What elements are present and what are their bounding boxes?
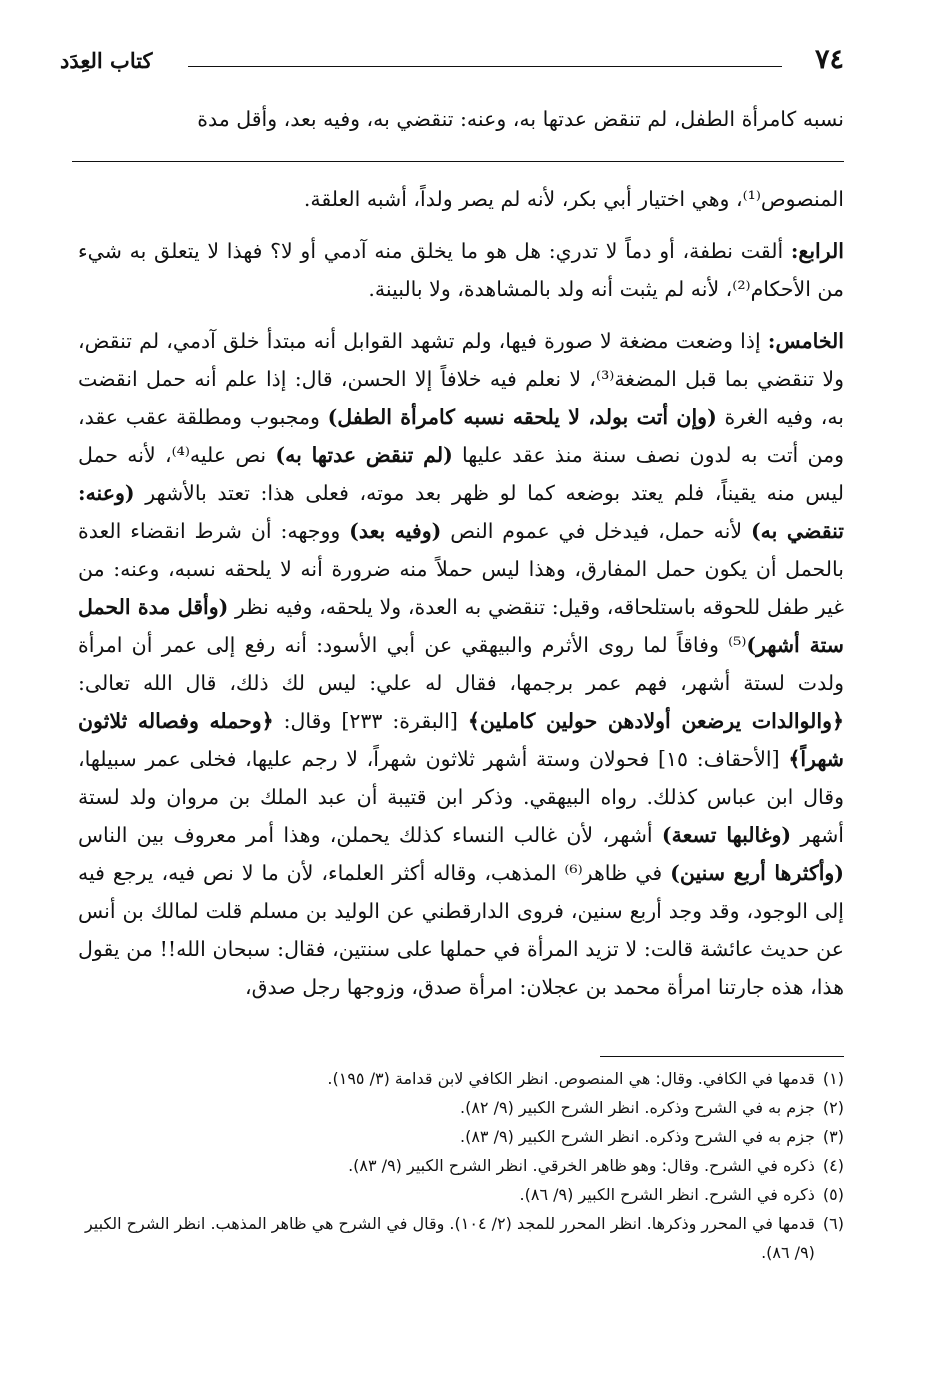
p3-s6: ⁽⁵⁾ وفاقاً لما روى الأثرم والبيهقي عن أبي الأسود: أنه رفع إلى عمر أن امرأة ولدت لستة أشهر، فهم عمر برجمها، فقال له علي: ليس لك ذلك، قال الله تعالى: <box>78 633 844 695</box>
p3-b7: ﴿وحمله وفصاله ثلاثون شهراً﴾ <box>78 709 844 771</box>
matn-separator <box>72 161 844 162</box>
p3-s3: نص عليه⁽⁴⁾، لأنه حمل ليس منه يقيناً، فلم يعتد بوضعه كما لو ظهر بعد موته، فعلى هذا: تعتد بالأشهر <box>78 443 844 505</box>
page-number: ٧٤ <box>814 44 844 75</box>
footnote-text: قدمها في المحرر وذكرها. انظر المحرر للمجد (٢/ ١٠٤). وقال في الشرح هي ظاهر المذهب. انظر الشرح الكبير (٩/ ٨٦). <box>84 1214 815 1262</box>
footnote-text: ذكره في الشرح. وقال: وهو ظاهر الخرقي. انظر الشرح الكبير (٩/ ٨٣). <box>348 1156 815 1175</box>
footnotes <box>78 1064 844 1267</box>
running-title: كتاب العِدَد <box>60 48 153 73</box>
p3-b6: ﴿والوالدات يرضعن أولادهن حولين كاملين﴾ <box>467 709 844 733</box>
p3-s2: ومجبوب ومطلقة عقب عقد، ومن أتت به لدون نصف سنة منذ عقد عليها <box>78 405 844 467</box>
commentary <box>78 180 844 1006</box>
p3-s10: في ظاهر⁽⁶⁾ المذهب، وقاله أكثر العلماء، لأن ما لا نص فيه، يرجع فيه إلى الوجود، وقد وجد أربع سنين، فروى الدارقطني عن الوليد بن مسلم قلت لمالك بن أنس عن حديث عائشة قالت: لا تزيد المرأة في حملها على سنتين، فقال: سبحان الله!! من يقول هذا، هذه جارتنا امرأة محمد بن عجلان: امرأة صدق، وزوجها رجل صدق، <box>78 861 844 999</box>
footnote <box>78 1122 844 1151</box>
footnote-number: (٢) <box>822 1098 844 1117</box>
p3-b2: (لم تنقض عدتها به) <box>275 443 453 467</box>
footnote <box>78 1151 844 1180</box>
p3-b1: (وإن أتت بولد، لا يلحقه نسبه كامرأة الطفل) <box>327 405 717 429</box>
paragraph-3 <box>78 322 844 1006</box>
paragraph-2-text: ألقت نطفة، أو دماً لا تدري: هل هو ما يخلق منه آدمي أو لا؟ فهذا لا يتعلق به شيء من الأحكام⁽²⁾، لأنه لم يثبت أنه ولد بالمشاهدة، ولا بالبينة. <box>78 239 844 301</box>
p3-s7: [البقرة: ٢٣٣] وقال: <box>273 709 468 733</box>
footnote-text: جزم به في الشرح وذكره. انظر الشرح الكبير (٩/ ٨٢). <box>459 1098 815 1117</box>
paragraph-2 <box>78 232 844 308</box>
p3-s5: ووجهه: أن شرط انقضاء العدة بالحمل أن يكون حمل المفارق، وهذا ليس حملاً منه ضرورة أنه لا يلحقه نسبه، وعنه: من غير طفل للحوقه باستلحاقه، وقيل: تنقضي به العدة، ولا يلحقه، وفيه نظر <box>78 519 844 619</box>
paragraph-2-lead: الرابع: <box>790 239 844 263</box>
p3-s8: [الأحقاف: ١٥] فحولان وستة أشهر ثلاثون شهراً، لا رجم عليها، فخلى عمر سبيلها، وقال ابن عباس كذلك. رواه البيهقي. وذكر ابن قتيبة أن عبد الملك بن مروان ولد لستة أشهر <box>78 747 845 847</box>
footnote-number: (٦) <box>822 1214 844 1233</box>
p3-b4: (وفيه بعد) <box>349 519 442 543</box>
matn-line: نسبه كامرأة الطفل، لم تنقض عدتها به، وعنه: تنقضي به، وفيه بعد، وأقل مدة <box>197 107 844 131</box>
footnote-number: (٣) <box>822 1127 844 1146</box>
p3-b5: (وأقل مدة الحمل ستة أشهر) <box>78 595 844 657</box>
header-rule <box>188 66 782 67</box>
footnote-text: جزم به في الشرح وذكره. انظر الشرح الكبير (٩/ ٨٣). <box>459 1127 815 1146</box>
p3-b8: (وغالبها تسعة) <box>661 823 792 847</box>
footnote-number: (٤) <box>822 1156 844 1175</box>
p3-s4: لأنه حمل، فيدخل في عموم النص <box>441 519 751 543</box>
matn-text <box>78 100 844 138</box>
p3-s9: أشهر، لأن غالب النساء كذلك يحملن، وهذا أمر معروف بين الناس <box>78 823 662 847</box>
page-header <box>60 44 844 84</box>
p3-b3: (وعنه: تنقضي به) <box>78 481 844 543</box>
p3-s1: إذا وضعت مضغة لا صورة فيها، ولم تشهد القوابل أنه مبتدأ خلق آدمي، لم تنقض، ولا تنقضي بما قبل المضغة⁽³⁾، لا نعلم فيه خلافاً إلا الحسن، قال: إذا علم أنه حمل انقضت به، وفيه الغرة <box>78 329 845 429</box>
footnote-number: (١) <box>822 1069 844 1088</box>
footnote <box>78 1209 844 1267</box>
footnote-number: (٥) <box>822 1185 844 1204</box>
footnote-text: ذكره في الشرح. انظر الشرح الكبير (٩/ ٨٦). <box>519 1185 815 1204</box>
paragraph-3-lead: الخامس: <box>767 329 844 353</box>
footnote-text: قدمها في الكافي. وقال: هي المنصوص. انظر الكافي لابن قدامة (٣/ ١٩٥). <box>327 1069 815 1088</box>
footnote <box>78 1180 844 1209</box>
footnote <box>78 1093 844 1122</box>
footnote <box>78 1064 844 1093</box>
footnote-separator <box>600 1056 844 1057</box>
paragraph-1: المنصوص⁽¹⁾، وهي اختيار أبي بكر، لأنه لم يصر ولداً، أشبه العلقة. <box>303 187 844 211</box>
p3-b9: (وأكثرها أربع سنين) <box>670 861 844 885</box>
